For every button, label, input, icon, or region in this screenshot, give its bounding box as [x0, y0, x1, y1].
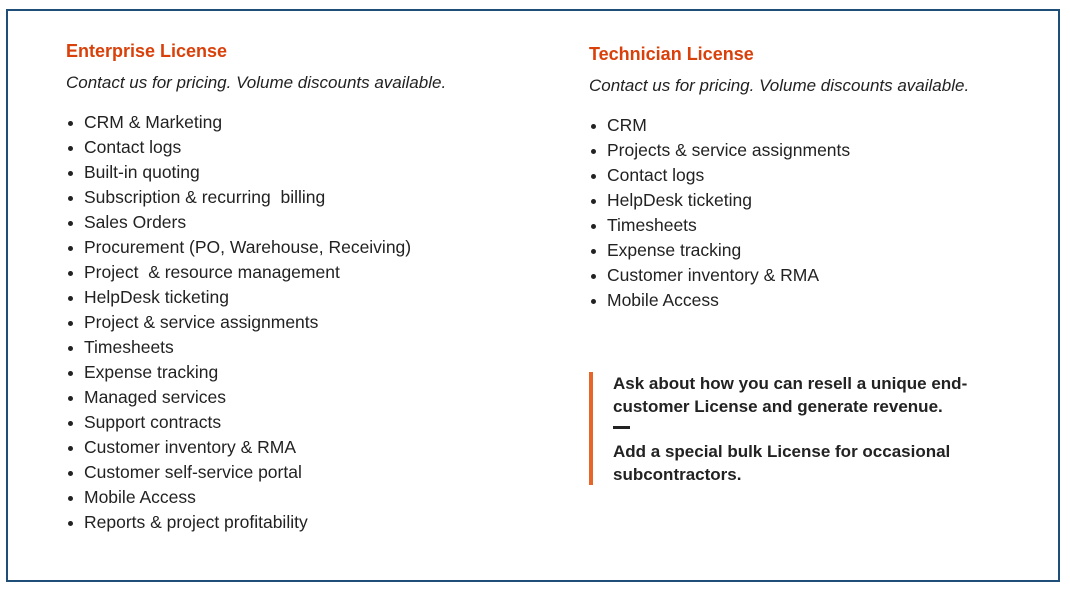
technician-license-title: Technician License	[589, 44, 754, 64]
feature-list-item: Customer inventory & RMA	[589, 263, 969, 288]
feature-list-item: Support contracts	[66, 410, 446, 435]
feature-list-item: Mobile Access	[66, 485, 446, 510]
feature-list-item: Customer inventory & RMA	[66, 435, 446, 460]
feature-list-item: Contact logs	[589, 163, 969, 188]
technician-license-section	[589, 43, 969, 313]
feature-list-item: Customer self-service portal	[66, 460, 446, 485]
feature-list-item: Subscription & recurring billing	[66, 185, 446, 210]
feature-list-item: Contact logs	[66, 135, 446, 160]
feature-list-item: CRM & Marketing	[66, 110, 446, 135]
technician-pricing-note: Contact us for pricing. Volume discounts available.	[589, 76, 970, 95]
feature-list-item: Built-in quoting	[66, 160, 446, 185]
enterprise-pricing-note: Contact us for pricing. Volume discounts available.	[66, 73, 447, 92]
feature-list-item: Procurement (PO, Warehouse, Receiving)	[66, 235, 446, 260]
feature-list-item: Expense tracking	[589, 238, 969, 263]
feature-list-item: Sales Orders	[66, 210, 446, 235]
feature-list-item: Mobile Access	[589, 288, 969, 313]
enterprise-feature-list	[66, 110, 446, 535]
feature-list-item: Project & resource management	[66, 260, 446, 285]
feature-list-item: Reports & project profitability	[66, 510, 446, 535]
feature-list-item: HelpDesk ticketing	[66, 285, 446, 310]
feature-list-item: Timesheets	[589, 213, 969, 238]
feature-list-item: Projects & service assignments	[589, 138, 969, 163]
feature-list-item: Timesheets	[66, 335, 446, 360]
bulk-license-text: Add a special bulk License for occasional subcontractors.	[613, 442, 951, 484]
resell-callout	[589, 372, 1039, 485]
feature-list-item: HelpDesk ticketing	[589, 188, 969, 213]
feature-list-item: Managed services	[66, 385, 446, 410]
feature-list-item: CRM	[589, 113, 969, 138]
feature-list-item: Project & service assignments	[66, 310, 446, 335]
separator-dash	[613, 426, 630, 429]
resell-text: Ask about how you can resell a unique end-customer License and generate revenue.	[613, 374, 968, 416]
enterprise-license-section	[66, 40, 446, 535]
feature-list-item: Expense tracking	[66, 360, 446, 385]
enterprise-license-title: Enterprise License	[66, 41, 228, 61]
technician-feature-list	[589, 113, 969, 313]
